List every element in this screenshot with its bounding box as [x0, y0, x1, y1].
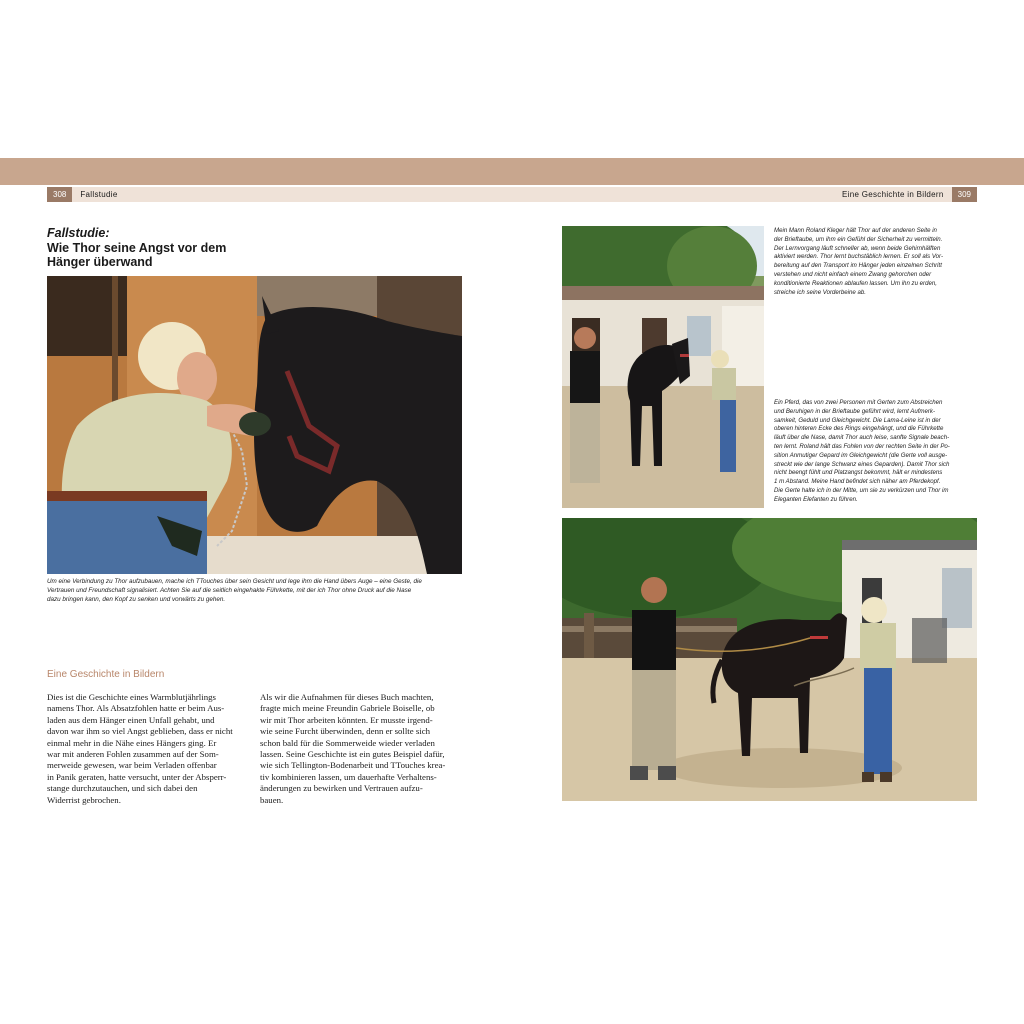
caption-line: streiche ich seine Vorderbeine ab. [774, 288, 866, 296]
caption-line: der Brieftaube, um ihm ein Gefühl der Sicherheit zu vermitteln. [774, 235, 943, 243]
body-line: davon war ihm so viel Angst geblieben, dass er nicht [47, 726, 233, 737]
caption-line: Mein Mann Roland Kleger hält Thor auf der anderen Seite in [774, 227, 937, 234]
main-photo-caption [47, 578, 467, 605]
caption-line: verstehen und nicht einfach einem Zwang gehorchen oder [774, 270, 932, 278]
main-photo [47, 276, 462, 574]
caption-line: Ein Pferd, das von zwei Personen mit Gerten zum Abstreichen [774, 399, 943, 406]
caption-line: konditionierte Reaktionen ablaufen lassen. Um ihn zu erden, [774, 279, 937, 287]
body-line: laden aus dem Hänger einen Unfall gehabt, und [47, 714, 215, 725]
body-line: wir mit Thor arbeiten könnten. Er musste irgend- [260, 714, 433, 725]
right-section-label: Eine Geschichte in Bildern [842, 190, 944, 199]
body-line: tiv kombinieren lassen, um dauerhafte Verhaltens- [260, 771, 437, 782]
caption-line: nicht beengt fühlt und Platzangst bekommt, hält er mindestens [774, 469, 943, 477]
caption-line: dazu bringen kann, den Kopf zu senken und vorwärts zu gehen. [47, 595, 226, 603]
running-header-right [834, 187, 977, 202]
caption-line: aktiviert werden. Thor lernt buchstäblich lernen. Er soll als Vor- [774, 253, 944, 261]
caption-line: sition Anmutiger Gepard im Gleichgewicht (die Gerte voll ausge- [774, 451, 948, 459]
caption-line: oberen hinteren Ecke des Rings eingehängt, und die Führkette [774, 425, 944, 433]
left-section-label: Fallstudie [80, 190, 118, 199]
caption-line: und Beruhigen in der Brieftaube geführt wird, lernt Aufmerk- [774, 407, 936, 415]
top-right-photo [562, 226, 764, 508]
caption-line: läuft über die Nase, damit Thor auch leise, sanfte Signale beach- [774, 434, 950, 442]
body-line: merweide gewesen, war beim Verladen offenbar [47, 760, 217, 771]
article-title-line: Wie Thor seine Angst vor dem [47, 241, 227, 255]
left-page-number: 308 [47, 187, 72, 202]
caption-line: Vertrauen und Freundschaft signalisiert. Achten Sie auf die seitlich eingehakte Führkette, mit der ich Thor ohne Druck auf die Nase [47, 586, 412, 594]
caption-line: Eleganten Elefanten zu führen. [774, 495, 858, 503]
caption-line: 1 m Abstand. Meine Hand befindet sich näher am Pferdekopf. [774, 478, 941, 486]
body-line: wie sich Tellington-Bodenarbeit und TTouches krea- [260, 760, 446, 771]
caption-line: Der Lernvorgang läuft schneller ab, wenn beide Gehirnhälften [774, 244, 941, 252]
caption-line: ten lernt. Roland hält das Fohlen von der rechten Seite in der Po- [774, 442, 950, 450]
article-kicker: Fallstudie: [47, 226, 110, 240]
body-line: wie seine Furcht überwinden, denn er sollte sich [260, 726, 431, 737]
body-line: stange durchzutauchen, und sich dabei den [47, 783, 198, 794]
body-line: war mit anderen Fohlen zusammen auf der Som- [47, 749, 219, 760]
body-column-1 [47, 692, 252, 806]
body-line: fragte mich meine Freundin Gabriele Boiselle, ob [260, 703, 435, 714]
caption-line: Die Gerte halte ich in der Mitte, um sie zu verkürzen und Thor im [774, 486, 949, 494]
body-line: in Panik geraten, hatte versucht, unter der Absperr- [47, 771, 227, 782]
body-line: änderungen zu bewirken und Vertrauen aufzu- [260, 783, 423, 794]
body-line: bauen. [260, 794, 284, 805]
caption-line: streckt wie der lange Schwanz eines Geparden). Damit Thor sich [774, 460, 950, 468]
caption-line: bereitung auf den Transport im Hänger jeden einzelnen Schritt [774, 262, 942, 270]
body-line: schon bald für die Sommerweide wieder verladen [260, 737, 435, 748]
body-line: namens Thor. Als Absatzfohlen hatte er beim Aus- [47, 703, 225, 714]
decorative-header-band [0, 158, 1024, 185]
middle-right-caption [774, 399, 979, 505]
right-page-number: 309 [952, 187, 977, 202]
section-heading: Eine Geschichte in Bildern [47, 669, 165, 680]
caption-line: Um eine Verbindung zu Thor aufzubauen, mache ich TTouches über sein Gesicht und lege ihm die Hand übers Auge – eine Geste, die [47, 578, 422, 585]
body-line: lassen. Seine Geschichte ist ein gutes Beispiel dafür, [260, 749, 445, 760]
article-title-block [47, 226, 347, 269]
running-header-left [47, 187, 126, 202]
body-line: Als wir die Aufnahmen für dieses Buch machten, [260, 692, 434, 702]
caption-line: samkeit, Geduld und Gleichgewicht. Die Lama-Leine ist in der [774, 416, 941, 424]
body-line: Widerrist gebrochen. [47, 794, 121, 805]
body-line: einmal mehr in die Nähe eines Hängers ging. Er [47, 737, 217, 748]
bottom-right-photo [562, 518, 977, 801]
article-title-line: Hänger überwand [47, 255, 153, 269]
body-line: Dies ist die Geschichte eines Warmblutjährlings [47, 692, 216, 702]
running-header [47, 187, 977, 202]
body-column-2 [260, 692, 470, 806]
top-right-caption [774, 227, 979, 297]
